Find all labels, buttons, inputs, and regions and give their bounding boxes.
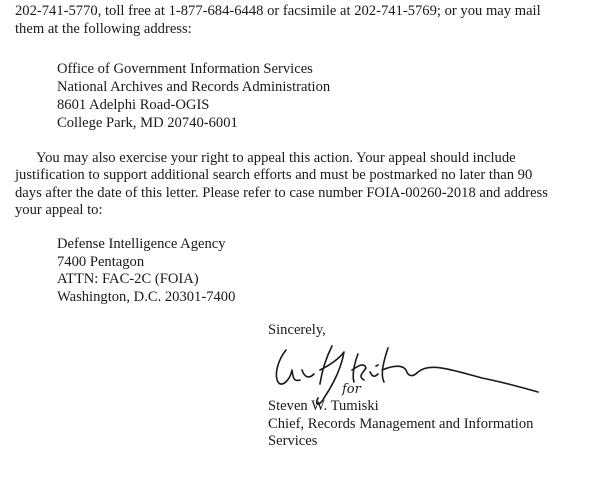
- dia-address-line-2: 7400 Pentagon: [57, 254, 145, 270]
- dia-address-line-3: ATTN: FAC-2C (FOIA): [57, 271, 199, 287]
- appeal-line-2: justification to support additional search efforts and must be postmarked no later than 90: [15, 167, 533, 183]
- ogis-address-line-3: 8601 Adelphi Road-OGIS: [57, 97, 210, 113]
- ogis-address-line-2: National Archives and Records Administration: [57, 79, 331, 95]
- signer-name: Steven W. Tumiski: [268, 398, 379, 414]
- appeal-line-1: You may also exercise your right to appeal this action. Your appeal should include: [36, 150, 516, 166]
- signature-initials: for: [342, 382, 361, 397]
- ogis-address-line-1: Office of Government Information Services: [57, 61, 313, 77]
- dia-address-line-1: Defense Intelligence Agency: [57, 236, 226, 252]
- salutation: Sincerely,: [268, 322, 326, 338]
- ogis-address-line-4: College Park, MD 20740-6001: [57, 115, 238, 131]
- intro-line-1: 202-741-5770, toll free at 1-877-684-6448 or facsimile at 202-741-5769; or you may mail: [15, 3, 541, 19]
- signer-title-line-2: Services: [268, 433, 318, 449]
- intro-line-2: them at the following address:: [15, 21, 192, 37]
- dia-address-line-4: Washington, D.C. 20301-7400: [57, 289, 236, 305]
- appeal-line-3: days after the date of this letter. Please refer to case number FOIA-00260-2018 and address: [15, 185, 548, 201]
- signer-title-line-1: Chief, Records Management and Information: [268, 416, 534, 432]
- appeal-line-4: your appeal to:: [15, 202, 103, 218]
